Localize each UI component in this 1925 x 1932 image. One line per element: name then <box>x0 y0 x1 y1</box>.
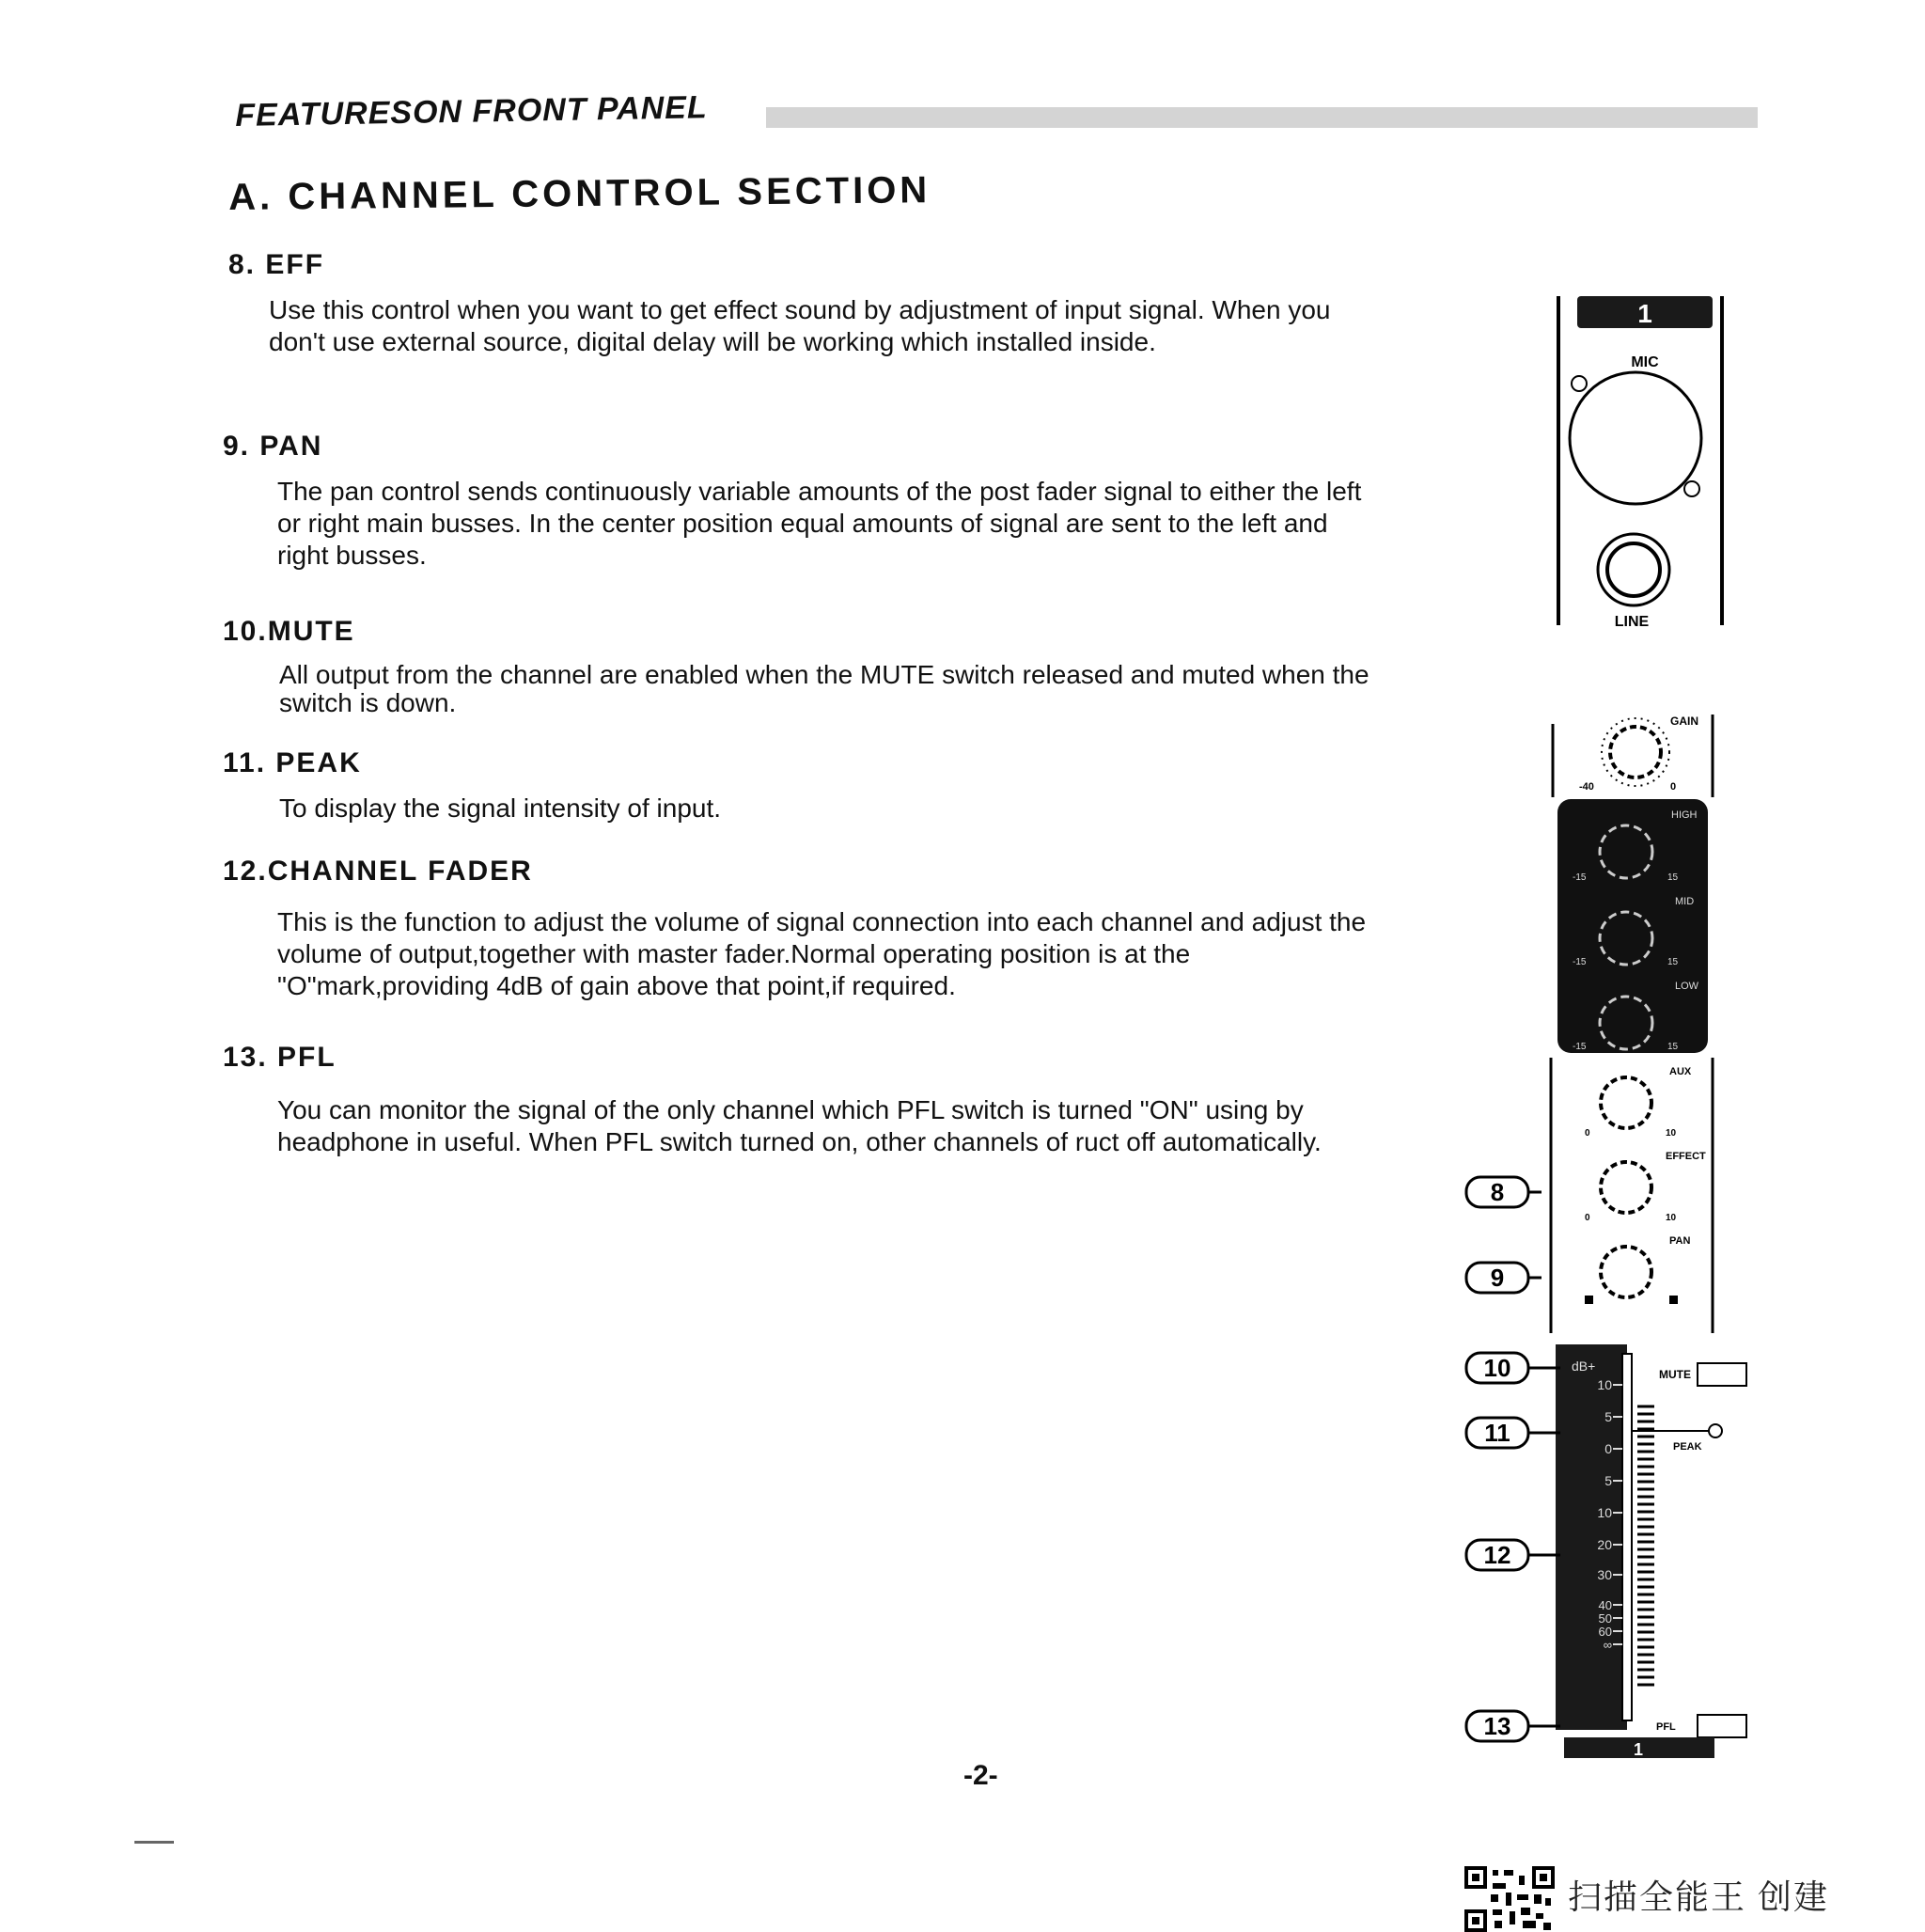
mic-label: MIC <box>1631 354 1659 370</box>
fader-section <box>1556 1344 1746 1759</box>
fader-scale-label: 5 <box>1604 1409 1612 1424</box>
pan-label: PAN <box>1669 1235 1691 1247</box>
item-title: 12.CHANNEL FADER <box>223 856 533 887</box>
fader-scale-label: 60 <box>1598 1625 1612 1639</box>
fader-slot <box>1622 1354 1632 1720</box>
item-body: You can monitor the signal of the only channel which PFL switch is turned "ON" using by headphone in useful. When PFL switch turned on, other channels of ruct off automatically. <box>277 1095 1322 1156</box>
item-title: 13. PFL <box>223 1042 336 1073</box>
callout-number: 13 <box>1483 1712 1511 1740</box>
eq-mid-min-label: -15 <box>1573 957 1587 967</box>
item-pan <box>223 431 1379 572</box>
item-body: This is the function to adjust the volume of signal connection into each channel and adjust the volume of output,together with master fader.Normal operating position is at the "O"mark,providing 4dB of gain above that point,if required. <box>277 907 1367 1000</box>
eq-low-min-label: -15 <box>1573 1042 1587 1052</box>
pan-knob <box>1601 1247 1651 1297</box>
fader-scale-label: 10 <box>1597 1377 1612 1392</box>
header-rule <box>766 107 1758 128</box>
aux-min-label: 0 <box>1585 1128 1590 1139</box>
fader-scale-label: 20 <box>1597 1537 1612 1552</box>
fader-scale-label: 30 <box>1597 1567 1612 1582</box>
eq-section <box>1557 799 1708 1053</box>
scan-edge-mark <box>134 1841 174 1844</box>
eq-mid-label: MID <box>1675 896 1695 907</box>
effect-knob <box>1601 1162 1651 1213</box>
eq-mid-max-label: 15 <box>1667 957 1679 967</box>
callout-number: 9 <box>1490 1264 1505 1292</box>
callout-number: 12 <box>1483 1541 1511 1569</box>
bottom-channel-number: 1 <box>1633 1740 1644 1759</box>
callouts <box>1466 1177 1560 1741</box>
fader-scale-label: 50 <box>1598 1611 1612 1626</box>
section-title: A. CHANNEL CONTROL SECTION <box>228 169 931 218</box>
scanner-watermark: 扫描全能王 创建 <box>1568 1877 1830 1916</box>
peak-label: PEAK <box>1673 1441 1702 1453</box>
channel-strip-diagram <box>1448 282 1758 1767</box>
input-section <box>1558 296 1722 630</box>
channel-number: 1 <box>1637 299 1652 328</box>
page-number: -2- <box>963 1760 998 1791</box>
mute-switch <box>1698 1363 1746 1386</box>
line-label: LINE <box>1614 614 1650 630</box>
item-body: To display the signal intensity of input. <box>279 793 722 823</box>
callout-number: 8 <box>1490 1178 1505 1206</box>
gain-min-label: -40 <box>1579 781 1594 793</box>
gain-label: GAIN <box>1670 715 1698 728</box>
mute-label: MUTE <box>1659 1368 1691 1381</box>
fader-scale-label: 10 <box>1597 1505 1612 1520</box>
fader-scale-label: dB+ <box>1572 1359 1596 1374</box>
effect-max-label: 10 <box>1666 1213 1677 1223</box>
item-peak <box>223 747 1379 825</box>
aux-max-label: 10 <box>1666 1128 1677 1139</box>
item-title: 11. PEAK <box>223 747 362 778</box>
peak-led <box>1709 1424 1722 1437</box>
item-pfl <box>223 1042 1379 1158</box>
gain-section <box>1553 715 1713 797</box>
item-eff <box>228 249 1385 358</box>
effect-min-label: 0 <box>1585 1213 1590 1223</box>
item-body: The pan control sends continuously variable amounts of the post fader signal to either the left or right main busses. In the center position equal amounts of signal are sent to the left and right busses. <box>277 477 1362 570</box>
item-title: 9. PAN <box>223 431 323 462</box>
aux-knob <box>1601 1077 1651 1128</box>
gain-max-label: 0 <box>1670 781 1677 793</box>
item-body: Use this control when you want to get effect sound by adjustment of input signal. When you don't use external source, digital delay will be working which installed inside. <box>269 295 1331 356</box>
aux-label: AUX <box>1669 1066 1692 1077</box>
header-title: FEATURESON FRONT PANEL <box>235 89 708 134</box>
fader-scale-label: ∞ <box>1603 1638 1612 1652</box>
callout-number: 10 <box>1483 1354 1511 1382</box>
eq-high-min-label: -15 <box>1573 872 1587 883</box>
fader-scale-label: 40 <box>1598 1598 1612 1612</box>
fader-panel <box>1556 1344 1627 1730</box>
effect-label: EFFECT <box>1666 1151 1706 1162</box>
item-channel-fader <box>223 856 1379 1002</box>
callout-number: 11 <box>1484 1419 1510 1447</box>
item-title: 10.MUTE <box>223 616 355 647</box>
pfl-switch <box>1698 1715 1746 1737</box>
pfl-label: PFL <box>1656 1721 1676 1733</box>
eq-low-label: LOW <box>1675 981 1699 992</box>
send-section <box>1551 1058 1713 1333</box>
eq-high-label: HIGH <box>1671 809 1698 821</box>
gain-knob <box>1610 727 1661 778</box>
qr-code-icon <box>1464 1866 1555 1932</box>
item-mute <box>223 616 1379 717</box>
eq-low-max-label: 15 <box>1667 1042 1679 1052</box>
mic-xlr-jack <box>1570 372 1701 504</box>
fader-scale-label: 5 <box>1604 1473 1612 1488</box>
fader-scale-label: 0 <box>1604 1441 1612 1456</box>
item-title: 8. EFF <box>228 249 325 280</box>
eq-high-max-label: 15 <box>1667 872 1679 883</box>
item-body: All output from the channel are enabled when the MUTE switch released and muted when the switch is down. <box>279 660 1369 717</box>
fader-tick-marks <box>1637 1406 1654 1685</box>
